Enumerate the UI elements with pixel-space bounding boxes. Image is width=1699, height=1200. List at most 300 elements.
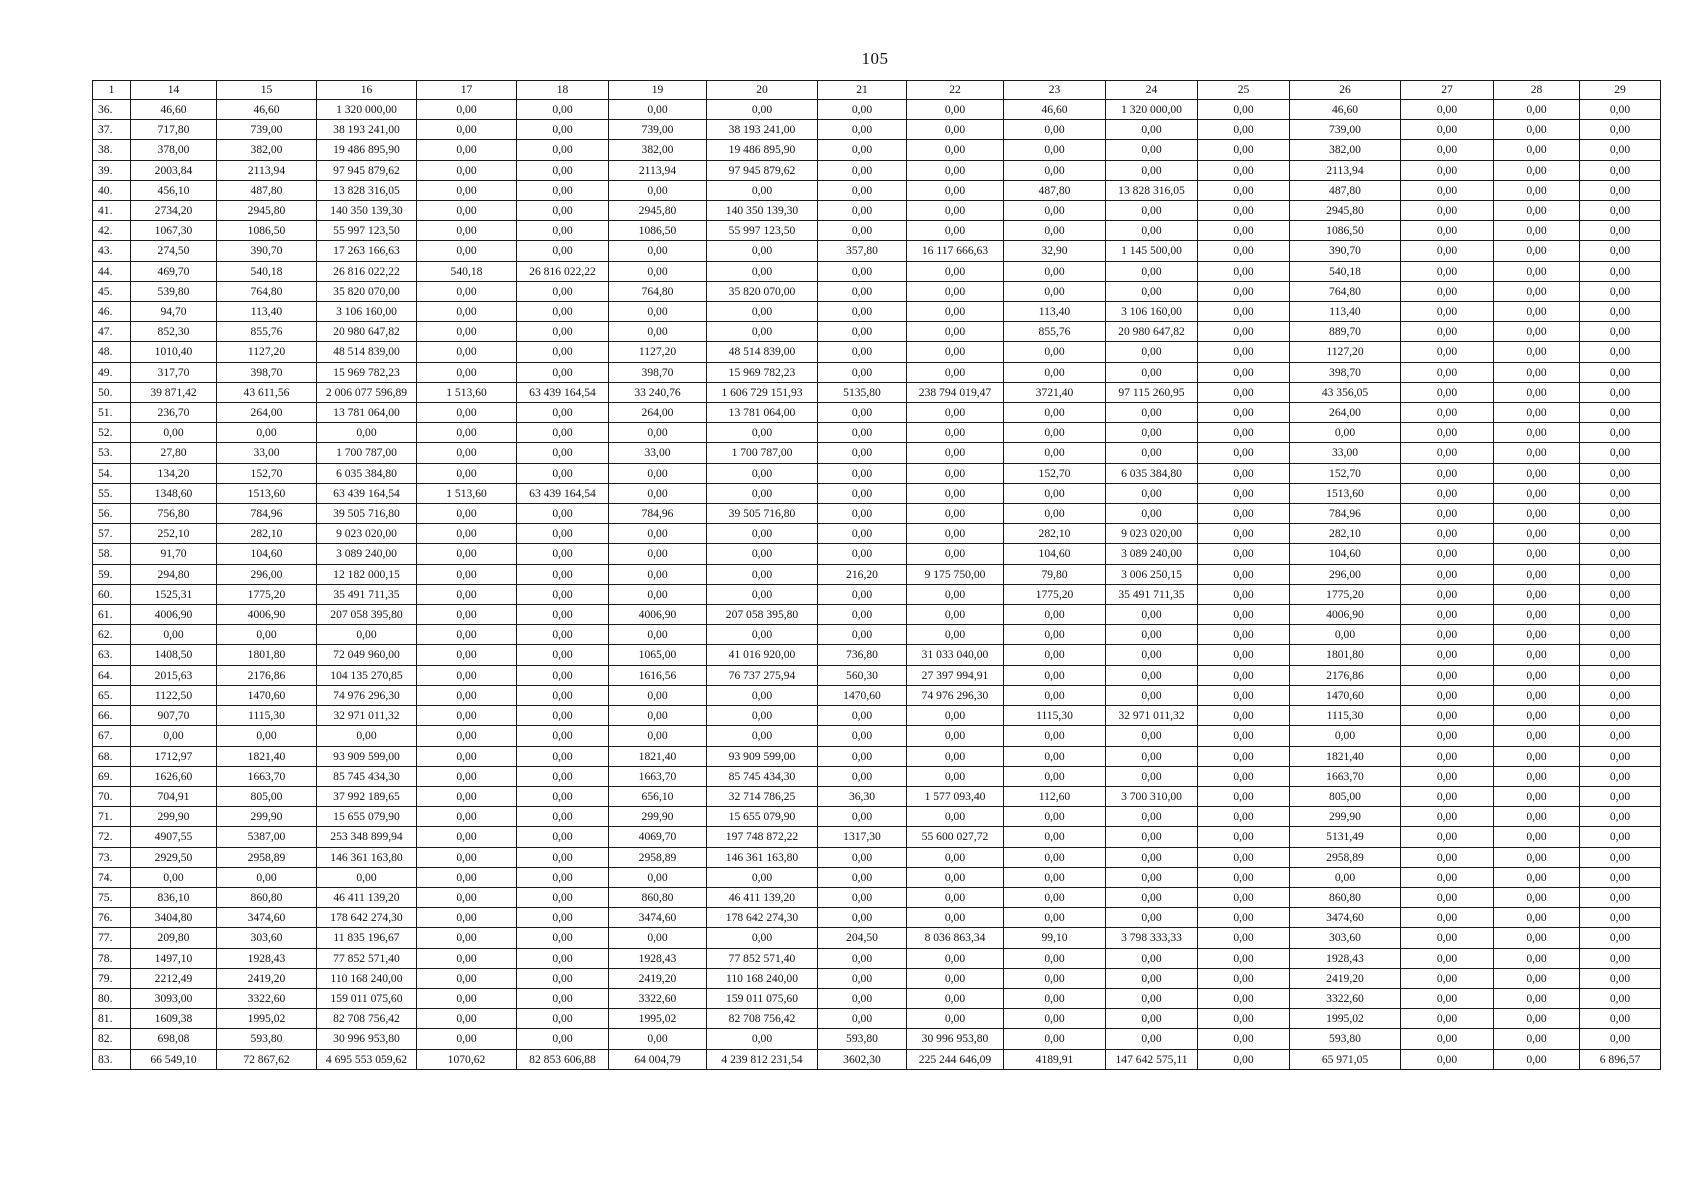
table-cell: 91,70: [131, 544, 217, 564]
table-cell: 784,96: [609, 504, 707, 524]
table-cell: 1 577 093,40: [907, 786, 1004, 806]
table-cell: 140 350 139,30: [707, 201, 818, 221]
table-cell: 0,00: [1004, 746, 1106, 766]
table-cell: 0,00: [1580, 140, 1661, 160]
table-cell: 1408,50: [131, 645, 217, 665]
table-cell: 852,30: [131, 322, 217, 342]
table-cell: 0,00: [907, 887, 1004, 907]
table-cell: 0,00: [1198, 221, 1290, 241]
table-cell: 0,00: [417, 524, 517, 544]
table-cell: 0,00: [818, 342, 907, 362]
table-cell: 0,00: [1198, 1029, 1290, 1049]
table-cell: 0,00: [1494, 988, 1580, 1008]
table-cell: 0,00: [818, 403, 907, 423]
table-cell: 0,00: [1580, 887, 1661, 907]
table-cell: 0,00: [1106, 160, 1198, 180]
table-cell: 0,00: [707, 261, 818, 281]
table-cell: 0,00: [1494, 504, 1580, 524]
table-cell: 253 348 899,94: [317, 827, 417, 847]
table-cell: 1821,40: [217, 746, 317, 766]
table-cell: 784,96: [217, 504, 317, 524]
table-cell: 0,00: [1004, 645, 1106, 665]
row-number-cell: 82.: [93, 1029, 131, 1049]
table-cell: 0,00: [1401, 807, 1494, 827]
table-cell: 0,00: [609, 100, 707, 120]
table-cell: 0,00: [417, 746, 517, 766]
table-cell: 152,70: [217, 463, 317, 483]
table-cell: 1609,38: [131, 1009, 217, 1029]
table-cell: 0,00: [707, 867, 818, 887]
table-cell: 0,00: [417, 463, 517, 483]
table-cell: 0,00: [1106, 908, 1198, 928]
table-cell: 764,80: [609, 281, 707, 301]
table-cell: 0,00: [517, 706, 609, 726]
column-header: 22: [907, 81, 1004, 100]
table-cell: 0,00: [517, 201, 609, 221]
table-cell: 0,00: [1580, 221, 1661, 241]
table-cell: 0,00: [317, 423, 417, 443]
table-row: [93, 382, 1661, 402]
column-header: 18: [517, 81, 609, 100]
table-cell: 0,00: [1494, 766, 1580, 786]
table-cell: 3322,60: [217, 988, 317, 1008]
table-cell: 178 642 274,30: [707, 908, 818, 928]
table-cell: 299,90: [1290, 807, 1401, 827]
table-cell: 1 320 000,00: [1106, 100, 1198, 120]
table-cell: 0,00: [517, 302, 609, 322]
table-cell: 197 748 872,22: [707, 827, 818, 847]
table-cell: 0,00: [1004, 867, 1106, 887]
table-cell: 1497,10: [131, 948, 217, 968]
table-cell: 77 852 571,40: [707, 948, 818, 968]
table-cell: 140 350 139,30: [317, 201, 417, 221]
table-cell: 0,00: [1580, 160, 1661, 180]
table-cell: 0,00: [1494, 201, 1580, 221]
table-cell: 0,00: [907, 302, 1004, 322]
table-cell: 225 244 646,09: [907, 1049, 1004, 1069]
table-cell: 0,00: [1004, 140, 1106, 160]
table-cell: 0,00: [1004, 625, 1106, 645]
table-cell: 0,00: [1494, 120, 1580, 140]
table-cell: 0,00: [907, 1009, 1004, 1029]
table-cell: 382,00: [217, 140, 317, 160]
table-row: [93, 423, 1661, 443]
table-cell: 0,00: [1198, 665, 1290, 685]
table-cell: 39 505 716,80: [707, 504, 818, 524]
table-cell: 0,00: [1198, 322, 1290, 342]
table-cell: 0,00: [317, 726, 417, 746]
table-cell: 0,00: [1580, 322, 1661, 342]
table-cell: 0,00: [818, 140, 907, 160]
table-cell: 0,00: [1106, 443, 1198, 463]
table-cell: 0,00: [1401, 160, 1494, 180]
table-cell: 0,00: [1198, 726, 1290, 746]
table-cell: 1 700 787,00: [707, 443, 818, 463]
table-cell: 0,00: [1004, 221, 1106, 241]
table-cell: 0,00: [1106, 948, 1198, 968]
table-cell: 0,00: [1494, 968, 1580, 988]
table-row: [93, 524, 1661, 544]
table-cell: 0,00: [1580, 1009, 1661, 1029]
table-cell: 0,00: [609, 706, 707, 726]
table-cell: 216,20: [818, 564, 907, 584]
table-cell: 0,00: [1401, 443, 1494, 463]
table-cell: 207 058 395,80: [317, 605, 417, 625]
table-cell: 0,00: [818, 504, 907, 524]
table-cell: 698,08: [131, 1029, 217, 1049]
table-cell: 48 514 839,00: [707, 342, 818, 362]
column-header: 27: [1401, 81, 1494, 100]
row-number-cell: 56.: [93, 504, 131, 524]
table-cell: 0,00: [907, 322, 1004, 342]
row-number-cell: 51.: [93, 403, 131, 423]
table-row: [93, 221, 1661, 241]
table-cell: 487,80: [217, 180, 317, 200]
table-cell: 1513,60: [217, 483, 317, 503]
table-cell: 104,60: [1004, 544, 1106, 564]
table-cell: 9 023 020,00: [317, 524, 417, 544]
table-cell: 35 820 070,00: [317, 281, 417, 301]
table-cell: 0,00: [1198, 746, 1290, 766]
table-cell: 0,00: [417, 160, 517, 180]
column-header: 15: [217, 81, 317, 100]
table-cell: 0,00: [417, 564, 517, 584]
table-cell: 152,70: [1290, 463, 1401, 483]
row-number-cell: 61.: [93, 605, 131, 625]
table-cell: 0,00: [1401, 1029, 1494, 1049]
table-cell: 299,90: [609, 807, 707, 827]
data-table: [92, 80, 1661, 1070]
table-cell: 2958,89: [609, 847, 707, 867]
table-cell: 0,00: [707, 1029, 818, 1049]
table-cell: 0,00: [517, 362, 609, 382]
table-cell: 5131,49: [1290, 827, 1401, 847]
table-cell: 0,00: [1401, 342, 1494, 362]
table-cell: 0,00: [1106, 665, 1198, 685]
table-cell: 4006,90: [217, 605, 317, 625]
table-cell: 0,00: [707, 685, 818, 705]
table-cell: 0,00: [1198, 504, 1290, 524]
row-number-cell: 78.: [93, 948, 131, 968]
table-cell: 0,00: [517, 665, 609, 685]
table-cell: 0,00: [609, 726, 707, 746]
table-cell: 0,00: [907, 584, 1004, 604]
table-row: [93, 140, 1661, 160]
table-cell: 41 016 920,00: [707, 645, 818, 665]
table-cell: 112,60: [1004, 786, 1106, 806]
table-cell: 0,00: [517, 221, 609, 241]
table-cell: 0,00: [1106, 867, 1198, 887]
table-cell: 0,00: [707, 625, 818, 645]
table-cell: 0,00: [907, 988, 1004, 1008]
table-cell: 3 006 250,15: [1106, 564, 1198, 584]
table-cell: 0,00: [517, 140, 609, 160]
table-cell: 0,00: [517, 120, 609, 140]
table-cell: 27 397 994,91: [907, 665, 1004, 685]
table-cell: 0,00: [907, 706, 1004, 726]
table-cell: 0,00: [907, 524, 1004, 544]
table-cell: 38 193 241,00: [317, 120, 417, 140]
table-cell: 0,00: [317, 867, 417, 887]
table-cell: 13 828 316,05: [317, 180, 417, 200]
table-cell: 0,00: [1198, 766, 1290, 786]
table-cell: 0,00: [907, 847, 1004, 867]
row-number-cell: 68.: [93, 746, 131, 766]
table-cell: 3474,60: [1290, 908, 1401, 928]
row-number-cell: 36.: [93, 100, 131, 120]
table-cell: 0,00: [1004, 160, 1106, 180]
table-cell: 0,00: [1580, 867, 1661, 887]
column-header: 19: [609, 81, 707, 100]
table-cell: 2419,20: [1290, 968, 1401, 988]
table-cell: 0,00: [1198, 302, 1290, 322]
table-cell: 0,00: [609, 625, 707, 645]
table-row: [93, 504, 1661, 524]
table-cell: 4 239 812 231,54: [707, 1049, 818, 1069]
table-cell: 0,00: [1106, 140, 1198, 160]
header-row: [93, 81, 1661, 100]
table-cell: 0,00: [818, 948, 907, 968]
table-cell: 0,00: [1401, 403, 1494, 423]
table-cell: 1995,02: [217, 1009, 317, 1029]
table-cell: 0,00: [1401, 302, 1494, 322]
table-cell: 0,00: [1198, 786, 1290, 806]
table-row: [93, 887, 1661, 907]
table-cell: 398,70: [217, 362, 317, 382]
table-cell: 0,00: [517, 928, 609, 948]
table-cell: 1122,50: [131, 685, 217, 705]
table-cell: 0,00: [417, 605, 517, 625]
table-cell: 1348,60: [131, 483, 217, 503]
table-cell: 0,00: [609, 483, 707, 503]
table-cell: 0,00: [417, 342, 517, 362]
table-row: [93, 1029, 1661, 1049]
table-cell: 0,00: [517, 342, 609, 362]
row-number-cell: 79.: [93, 968, 131, 988]
table-cell: 0,00: [1401, 887, 1494, 907]
table-cell: 540,18: [417, 261, 517, 281]
table-cell: 15 969 782,23: [707, 362, 818, 382]
table-cell: 1928,43: [609, 948, 707, 968]
table-cell: 82 853 606,88: [517, 1049, 609, 1069]
table-cell: 717,80: [131, 120, 217, 140]
table-cell: 19 486 895,90: [317, 140, 417, 160]
table-cell: 0,00: [707, 584, 818, 604]
table-cell: 0,00: [1580, 706, 1661, 726]
table-cell: 1 700 787,00: [317, 443, 417, 463]
table-cell: 0,00: [517, 726, 609, 746]
table-row: [93, 625, 1661, 645]
table-cell: 0,00: [1198, 584, 1290, 604]
table-cell: 1616,56: [609, 665, 707, 685]
table-row: [93, 908, 1661, 928]
table-cell: 0,00: [907, 463, 1004, 483]
table-cell: 6 035 384,80: [1106, 463, 1198, 483]
table-cell: 35 491 711,35: [1106, 584, 1198, 604]
table-cell: 0,00: [609, 685, 707, 705]
table-cell: 0,00: [131, 726, 217, 746]
table-cell: 0,00: [1106, 261, 1198, 281]
table-cell: 0,00: [907, 807, 1004, 827]
table-cell: 0,00: [1004, 120, 1106, 140]
table-cell: 0,00: [1106, 988, 1198, 1008]
table-cell: 3602,30: [818, 1049, 907, 1069]
table-cell: 0,00: [1106, 968, 1198, 988]
table-cell: 0,00: [417, 140, 517, 160]
table-cell: 0,00: [609, 241, 707, 261]
table-cell: 0,00: [1198, 382, 1290, 402]
row-number-cell: 39.: [93, 160, 131, 180]
table-cell: 93 909 599,00: [317, 746, 417, 766]
column-header: 24: [1106, 81, 1198, 100]
table-row: [93, 605, 1661, 625]
table-cell: 0,00: [417, 241, 517, 261]
table-cell: 0,00: [818, 1009, 907, 1029]
table-cell: 0,00: [1494, 423, 1580, 443]
table-cell: 0,00: [1494, 645, 1580, 665]
table-cell: 0,00: [217, 726, 317, 746]
table-cell: 0,00: [907, 140, 1004, 160]
page-number: 105: [861, 49, 889, 68]
table-cell: 0,00: [1198, 988, 1290, 1008]
table-cell: 94,70: [131, 302, 217, 322]
table-cell: 739,00: [609, 120, 707, 140]
table-cell: 159 011 075,60: [707, 988, 818, 1008]
table-cell: 0,00: [1401, 564, 1494, 584]
table-cell: 39 871,42: [131, 382, 217, 402]
table-row: [93, 665, 1661, 685]
table-cell: 0,00: [1494, 887, 1580, 907]
table-cell: 0,00: [1580, 403, 1661, 423]
table-cell: 0,00: [1580, 665, 1661, 685]
row-number-cell: 67.: [93, 726, 131, 746]
table-cell: 1775,20: [1290, 584, 1401, 604]
table-cell: 0,00: [417, 180, 517, 200]
table-cell: 97 115 260,95: [1106, 382, 1198, 402]
table-cell: 1470,60: [217, 685, 317, 705]
table-cell: 739,00: [217, 120, 317, 140]
table-cell: 0,00: [1401, 524, 1494, 544]
table-cell: 1470,60: [1290, 685, 1401, 705]
row-number-cell: 75.: [93, 887, 131, 907]
table-cell: 0,00: [1580, 847, 1661, 867]
table-cell: 0,00: [517, 504, 609, 524]
table-cell: 0,00: [707, 180, 818, 200]
table-cell: 85 745 434,30: [317, 766, 417, 786]
table-cell: 0,00: [1580, 988, 1661, 1008]
table-cell: 0,00: [1004, 1009, 1106, 1029]
table-cell: 390,70: [217, 241, 317, 261]
table-cell: 0,00: [907, 605, 1004, 625]
table-cell: 1086,50: [609, 221, 707, 241]
table-cell: 0,00: [1494, 362, 1580, 382]
table-cell: 3 798 333,33: [1106, 928, 1198, 948]
table-cell: 0,00: [1494, 786, 1580, 806]
table-cell: 0,00: [1401, 968, 1494, 988]
table-cell: 35 820 070,00: [707, 281, 818, 301]
table-cell: 2945,80: [609, 201, 707, 221]
table-cell: 0,00: [1106, 362, 1198, 382]
table-cell: 0,00: [1580, 362, 1661, 382]
table-cell: 0,00: [907, 625, 1004, 645]
row-number-cell: 48.: [93, 342, 131, 362]
table-cell: 0,00: [1198, 887, 1290, 907]
table-cell: 0,00: [1580, 443, 1661, 463]
table-cell: 0,00: [517, 544, 609, 564]
table-cell: 0,00: [1494, 1029, 1580, 1049]
table-cell: 66 549,10: [131, 1049, 217, 1069]
table-cell: 0,00: [907, 948, 1004, 968]
table-cell: 0,00: [1004, 847, 1106, 867]
table-cell: 299,90: [131, 807, 217, 827]
table-cell: 0,00: [1198, 362, 1290, 382]
table-cell: 15 655 079,90: [707, 807, 818, 827]
table-cell: 93 909 599,00: [707, 746, 818, 766]
table-cell: 889,70: [1290, 322, 1401, 342]
table-cell: 2945,80: [1290, 201, 1401, 221]
table-cell: 0,00: [707, 928, 818, 948]
table-cell: 0,00: [1004, 605, 1106, 625]
table-cell: 0,00: [818, 625, 907, 645]
column-header: 28: [1494, 81, 1580, 100]
table-cell: 0,00: [707, 322, 818, 342]
table-cell: 1821,40: [609, 746, 707, 766]
table-cell: 0,00: [1494, 746, 1580, 766]
table-cell: 0,00: [609, 423, 707, 443]
row-number-cell: 72.: [93, 827, 131, 847]
row-number-cell: 59.: [93, 564, 131, 584]
table-cell: 0,00: [1198, 160, 1290, 180]
table-cell: 4006,90: [131, 605, 217, 625]
column-header: 1: [93, 81, 131, 100]
table-cell: 26 816 022,22: [317, 261, 417, 281]
table-cell: 238 794 019,47: [907, 382, 1004, 402]
table-cell: 0,00: [707, 524, 818, 544]
table-cell: 6 896,57: [1580, 1049, 1661, 1069]
table-cell: 9 023 020,00: [1106, 524, 1198, 544]
table-cell: 0,00: [1494, 726, 1580, 746]
table-cell: 398,70: [609, 362, 707, 382]
table-cell: 0,00: [517, 867, 609, 887]
table-row: [93, 160, 1661, 180]
table-cell: 1 606 729 151,93: [707, 382, 818, 402]
table-cell: 469,70: [131, 261, 217, 281]
table-cell: 0,00: [1580, 645, 1661, 665]
table-cell: 36,30: [818, 786, 907, 806]
table-cell: 0,00: [818, 584, 907, 604]
table-cell: 38 193 241,00: [707, 120, 818, 140]
table-cell: 0,00: [1198, 1009, 1290, 1029]
table-cell: 0,00: [1494, 180, 1580, 200]
table-cell: 0,00: [1198, 706, 1290, 726]
table-cell: 0,00: [1580, 766, 1661, 786]
table-cell: 0,00: [1580, 241, 1661, 261]
table-cell: 0,00: [907, 968, 1004, 988]
table-cell: 0,00: [1106, 201, 1198, 221]
table-cell: 0,00: [907, 766, 1004, 786]
column-header: 20: [707, 81, 818, 100]
row-number-cell: 40.: [93, 180, 131, 200]
table-cell: 0,00: [1401, 645, 1494, 665]
table-cell: 1115,30: [217, 706, 317, 726]
table-cell: 0,00: [1580, 281, 1661, 301]
table-cell: 0,00: [1580, 746, 1661, 766]
table-cell: 0,00: [1580, 827, 1661, 847]
table-cell: 46 411 139,20: [317, 887, 417, 907]
table-cell: 0,00: [1198, 645, 1290, 665]
table-cell: 0,00: [1198, 827, 1290, 847]
table-row: [93, 948, 1661, 968]
